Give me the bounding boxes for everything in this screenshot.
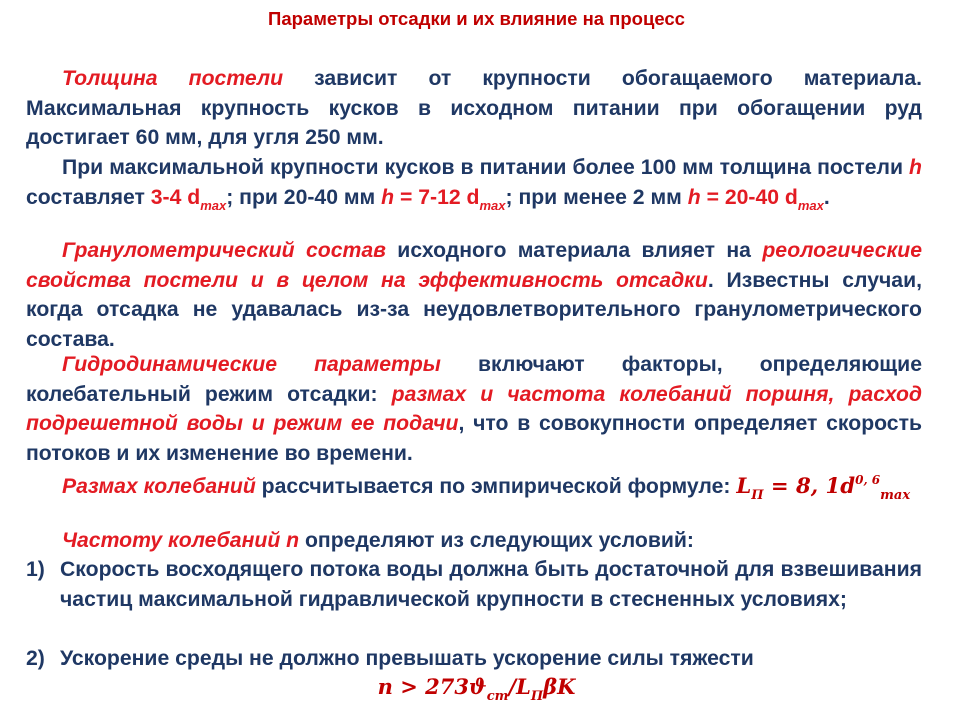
list-item-number: 2) [26,647,45,670]
list-item-text: Ускорение среды не должно превышать ускорение силы тяжести [60,647,754,670]
paragraph-text: ; при менее 2 мм [505,185,688,209]
term-hydrodynamics: Гидродинамические параметры [62,353,441,376]
subscript-max: max [479,197,506,213]
formula-part: n > 273ϑ [377,674,487,699]
list-item [26,644,922,674]
formula-subscript: П [751,488,764,503]
subscript-max: max [797,197,824,213]
paragraph-granulometry [26,236,922,354]
term-bed-thickness: Толщина постели [62,67,284,90]
formula-part: /L [508,674,531,699]
list-item-text: Скорость восходящего потока воды должна быть достаточной для взвешивания частиц максимальной гидравлической крупности в стесненных условиях; [60,558,922,611]
formula-part: = 8, 1d [763,473,856,498]
formula-amplitude [736,473,911,503]
paragraph-text: , что в совокупности определяет скорость потоков и их изменение во времени. [26,412,922,465]
paragraph-text: . [823,185,830,209]
value-range-1 [150,185,227,213]
var-h: h [909,156,922,179]
paragraph-text: рассчитывается по эмпирической формуле: [255,475,737,498]
formula-subscript: max [880,488,911,503]
paragraph-hydrodynamics [26,350,922,468]
value-text: = 20-40 d [706,185,798,209]
list-item-number: 1) [26,558,45,581]
paragraph-text: ; при 20-40 мм [226,185,382,209]
value-text: 3-4 d [150,185,201,209]
term-frequency: Частоту колебаний n [62,529,300,552]
paragraph-bed-thickness [26,64,922,153]
formula-part: βK [543,674,576,699]
value-range-2 [394,185,506,213]
formula-body [377,674,576,704]
formula-frequency [0,674,953,704]
subscript-max: max [200,197,227,213]
paragraph-text: зависит от крупности обогащаемого материала. Максимальная крупность кусков в исходном питании при обогащении руд достигает 60 мм, для угля 250 мм. [26,67,923,150]
highlight-text: размах и частота колебаний поршня, расход подрешетной воды и режим ее подачи [26,382,922,436]
var-h: h [687,185,701,209]
paragraph-frequency [26,526,922,556]
formula-subscript: ст [486,689,509,704]
paragraph-amplitude [26,466,922,511]
formula-superscript: 0, 6 [855,473,881,487]
paragraph-text: включают факторы, определяющие колебательный режим отсадки: [26,353,922,406]
value-range-3 [706,185,824,213]
page-title: Параметры отсадки и их влияние на процесс [268,8,685,29]
paragraph-text: определяют из следующих условий: [299,529,694,552]
formula-part: L [736,473,752,498]
paragraph-text: . Известны случаи, когда отсадка не удавалась из-за неудовлетворительного гранулометрического состава. [26,268,922,351]
formula-subscript: П [530,689,544,704]
paragraph-text: При максимальной крупности кусков в питании более 100 мм толщина постели [62,156,910,179]
paragraph-text: исходного материала влияет на [385,239,763,262]
highlight-text: реологические свойства постели и в целом на эффективность отсадки [26,239,922,292]
var-h: h [381,185,395,209]
paragraph-bed-thickness-values [26,153,922,220]
list-item [26,555,922,611]
paragraph-text: составляет [26,185,151,209]
term-amplitude: Размах колебаний [62,475,256,498]
value-text: = 7-12 d [394,185,480,209]
term-granulometry: Гранулометрический состав [62,239,386,262]
